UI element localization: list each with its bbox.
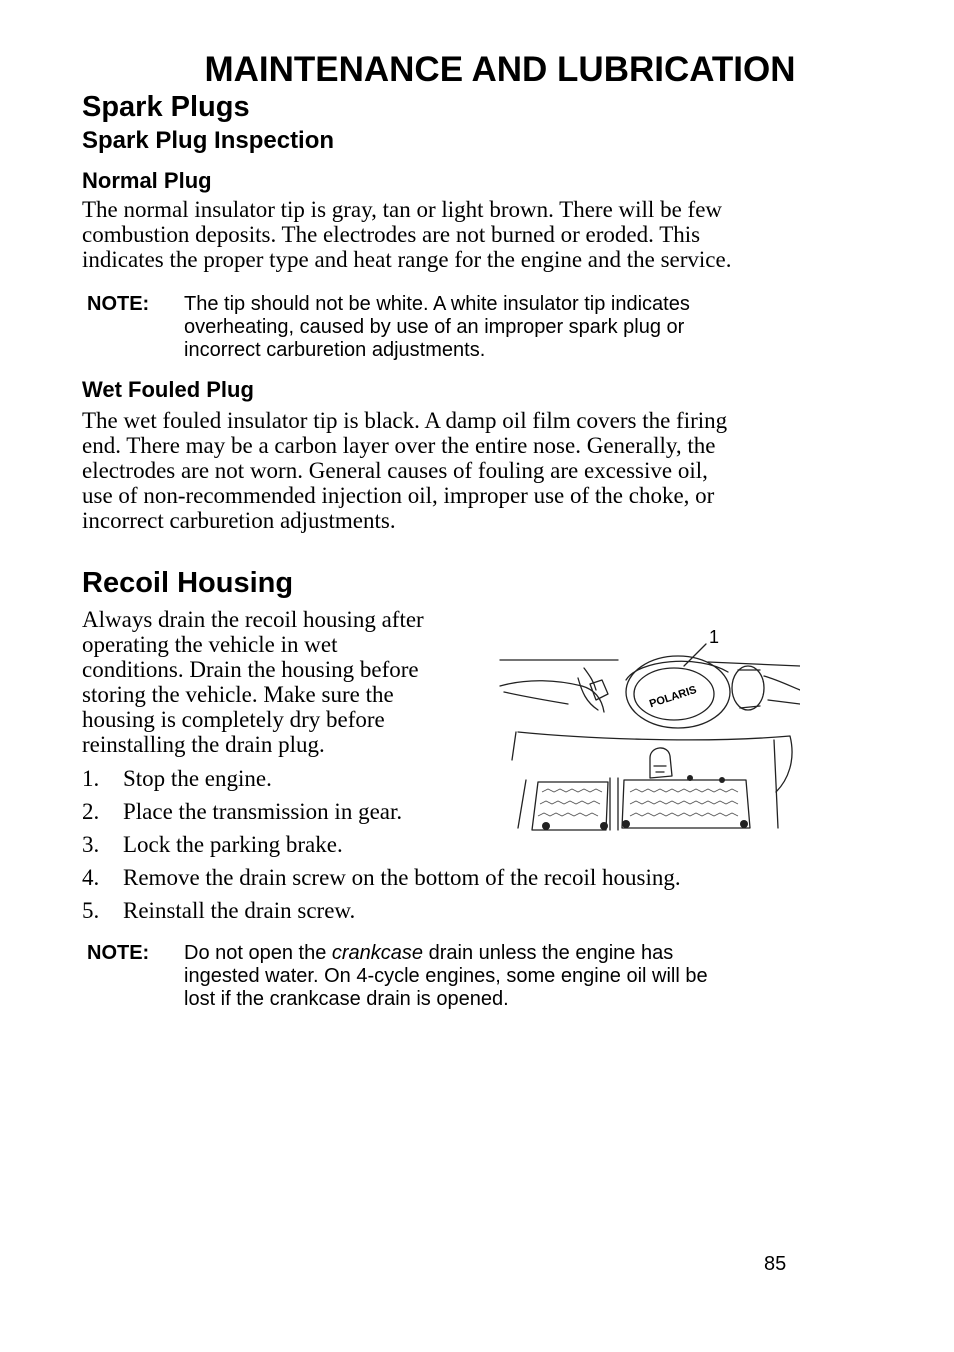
text-line: The wet fouled insulator tip is black. A damp oil film covers the firing xyxy=(82,408,728,433)
text-line: use of non-recommended injection oil, improper use of the choke, or xyxy=(82,483,715,508)
note-text xyxy=(184,293,834,362)
note-emphasis-crankcase: crankcase xyxy=(331,942,424,964)
section-heading-recoil-housing: Recoil Housing xyxy=(82,567,294,599)
text-line: incorrect carburetion adjustments. xyxy=(184,339,486,361)
step-text: Remove the drain screw on the bottom of the recoil housing. xyxy=(123,865,681,890)
text-line: indicates the proper type and heat range for the engine and the service. xyxy=(82,247,732,272)
text-line: operating the vehicle in wet xyxy=(82,632,338,657)
text-line: Always drain the recoil housing after xyxy=(82,607,424,632)
list-item xyxy=(82,898,882,931)
step-text: Lock the parking brake. xyxy=(123,832,343,857)
note-text xyxy=(184,942,834,1011)
list-item xyxy=(82,766,882,799)
list-item xyxy=(82,832,882,865)
heading-normal-plug: Normal Plug xyxy=(82,168,212,193)
text-line: storing the vehicle. Make sure the xyxy=(82,682,394,707)
list-item xyxy=(82,865,882,898)
step-number: 2. xyxy=(82,799,100,824)
text-line: housing is completely dry before xyxy=(82,707,385,732)
text-line xyxy=(184,942,834,965)
figure-callout-number: 1 xyxy=(709,627,720,647)
section-heading-spark-plugs: Spark Plugs xyxy=(82,91,250,123)
figure-logo-text: POLARIS xyxy=(647,683,699,711)
step-number: 4. xyxy=(82,865,100,890)
list-item xyxy=(82,799,882,832)
text-line: conditions. Drain the housing before xyxy=(82,657,419,682)
step-number: 3. xyxy=(82,832,100,857)
heading-wet-fouled-plug: Wet Fouled Plug xyxy=(82,377,254,402)
step-text: Stop the engine. xyxy=(123,766,272,791)
paragraph-wet-fouled-plug xyxy=(82,408,842,533)
note-label: NOTE: xyxy=(87,293,150,315)
note-text-part: Do not open the xyxy=(184,942,332,964)
text-line: The tip should not be white. A white insulator tip indicates xyxy=(184,293,690,315)
step-text: Reinstall the drain screw. xyxy=(123,898,356,923)
text-line: reinstalling the drain plug. xyxy=(82,732,325,757)
step-number: 1. xyxy=(82,766,100,791)
paragraph-recoil-housing xyxy=(82,607,502,757)
paragraph-normal-plug xyxy=(82,197,842,272)
text-line: combustion deposits. The electrodes are not burned or eroded. This xyxy=(82,222,701,247)
subheading-spark-plug-inspection: Spark Plug Inspection xyxy=(82,127,335,154)
note-label: NOTE: xyxy=(87,942,150,964)
text-line: electrodes are not worn. General causes of fouling are excessive oil, xyxy=(82,458,708,483)
text-line: incorrect carburetion adjustments. xyxy=(82,508,396,533)
step-number: 5. xyxy=(82,898,100,923)
page-number: 85 xyxy=(764,1253,787,1275)
text-line: ingested water. On 4-cycle engines, some engine oil will be xyxy=(184,965,708,987)
text-line: lost if the crankcase drain is opened. xyxy=(184,988,509,1010)
text-line: The normal insulator tip is gray, tan or light brown. There will be few xyxy=(82,197,723,222)
note-text-part: drain unless the engine has xyxy=(423,942,674,964)
text-line: overheating, caused by use of an improper spark plug or xyxy=(184,316,685,338)
step-text: Place the transmission in gear. xyxy=(123,799,403,824)
page-title: MAINTENANCE AND LUBRICATION xyxy=(204,50,796,89)
steps-list xyxy=(82,766,882,931)
text-line: end. There may be a carbon layer over the entire nose. Generally, the xyxy=(82,433,716,458)
